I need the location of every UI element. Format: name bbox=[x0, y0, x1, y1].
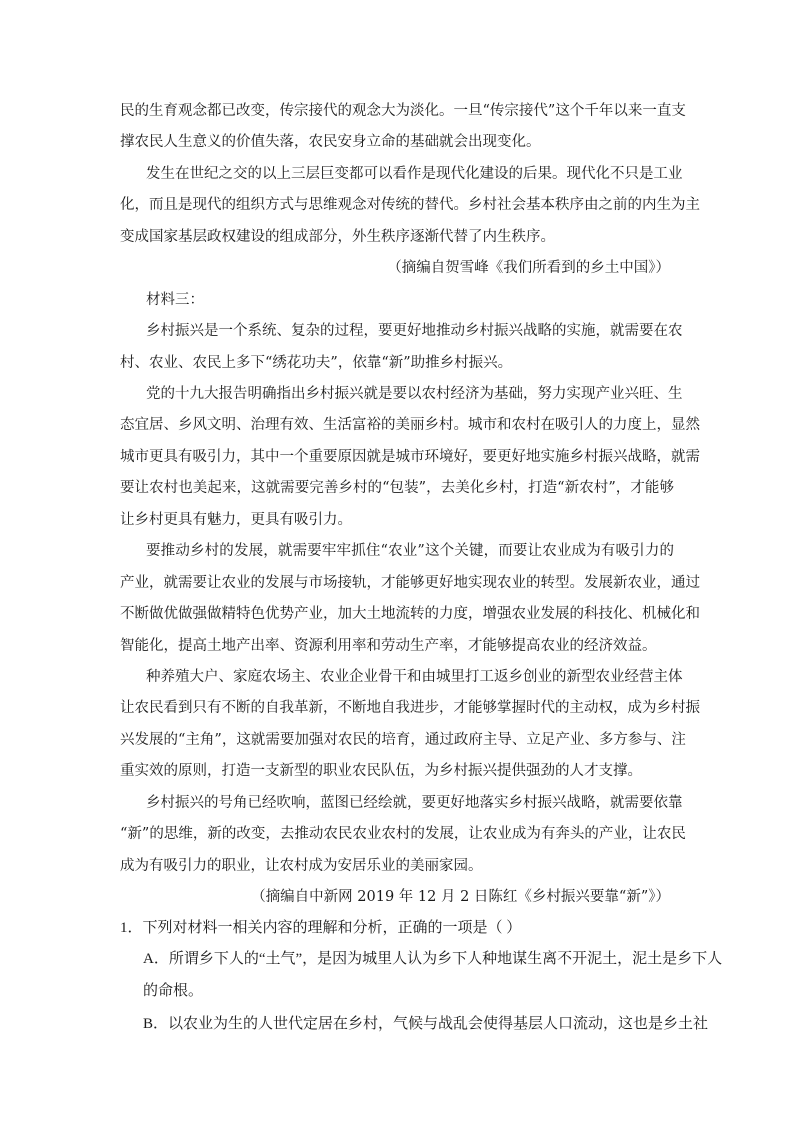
question1-stem: 1．下列对材料一相关内容的理解和分析，正确的一项是（ ） bbox=[120, 920, 522, 936]
paragraph5-line3: 不断做优做强做精特色优势产业，加大土地流转的力度，增强农业发展的科技化、机械化和 bbox=[120, 606, 700, 622]
paragraph1-line1: 民的生育观念都已改变，传宗接代的观念大为淡化。一旦“传宗接代”这个千年以来一直支 bbox=[120, 103, 686, 119]
source-citation-1: （摘编自贺雪峰《我们所看到的乡土中国》） bbox=[387, 260, 670, 276]
paragraph1-line2: 撑农民人生意义的价值失落，农民安身立命的基础就会出现变化。 bbox=[120, 134, 541, 150]
paragraph5-line1: 要推动乡村的发展，就需要牢牢抓住“农业”这个关键，而要让农业成为有吸引力的 bbox=[146, 543, 674, 559]
paragraph6-line1: 种养殖大户、家庭农场主、农业企业骨干和由城里打工返乡创业的新型农业经营主体 bbox=[146, 669, 683, 685]
source-citation-2: （摘编自中新网 2019 年 12 月 2 日陈红《乡村振兴要靠“新”》） bbox=[251, 889, 670, 905]
paragraph6-line4: 重实效的原则，打造一支新型的职业农民队伍，为乡村振兴提供强劲的人才支撑。 bbox=[120, 763, 642, 779]
paragraph7-line2: “新”的思维，新的改变，去推动农民农业农村的发展，让农业成为有奔头的产业，让农民 bbox=[120, 826, 686, 842]
paragraph4-line1: 党的十九大报告明确指出乡村振兴就是要以农村经济为基础，努力实现产业兴旺、生 bbox=[146, 386, 683, 402]
paragraph5-line2: 产业，就需要让农业的发展与市场接轨，才能够更好地实现农业的转型。发展新农业，通过 bbox=[120, 575, 700, 591]
paragraph7-line3: 成为有吸引力的职业，让农村成为安居乐业的美丽家园。 bbox=[120, 858, 483, 874]
paragraph4-line2: 态宜居、乡风文明、治理有效、生活富裕的美丽乡村。城市和农村在吸引人的力度上，显然 bbox=[120, 417, 700, 433]
paragraph2-line1: 发生在世纪之交的以上三层巨变都可以看作是现代化建设的后果。现代化不只是工业 bbox=[146, 166, 683, 182]
paragraph6-line3: 兴发展的“主角”，这就需要加强对农民的培育，通过政府主导、立足产业、多方参与、注 bbox=[120, 732, 686, 748]
material3-heading: 材料三： bbox=[146, 292, 204, 308]
paragraph2-line2: 化，而且是现代的组织方式与思维观念对传统的替代。乡村社会基本秩序由之前的内生为主 bbox=[120, 197, 700, 213]
question1-option-a-line2: 的命根。 bbox=[143, 983, 204, 999]
paragraph6-line2: 让农民看到只有不断的自我革新，不断地自我进步，才能够掌握时代的主动权，成为乡村振 bbox=[120, 700, 700, 716]
question1-option-a-line1: A．所谓乡下人的“土气”，是因为城里人认为乡下人种地谋生离不开泥土，泥土是乡下人 bbox=[143, 951, 723, 967]
paragraph4-line4: 要让农村也美起来，这就需要完善乡村的“包装”，去美化乡村，打造“新农村”，才能够 bbox=[120, 480, 674, 496]
paragraph3-line1: 乡村振兴是一个系统、复杂的过程，要更好地推动乡村振兴战略的实施，就需要在农 bbox=[146, 323, 683, 339]
paragraph4-line3: 城市更具有吸引力，其中一个重要原因就是城市环境好，要更好地实施乡村振兴战略，就需 bbox=[120, 449, 700, 465]
paragraph3-line2: 村、农业、农民上多下“绣花功夫”，依靠“新”助推乡村振兴。 bbox=[120, 355, 513, 371]
paragraph5-line4: 智能化，提高土地产出率、资源利用率和劳动生产率，才能够提高农业的经济效益。 bbox=[120, 638, 657, 654]
paragraph2-line3: 变成国家基层政权建设的组成部分，外生秩序逐渐代替了内生秩序。 bbox=[120, 229, 555, 245]
paragraph4-line5: 让乡村更具有魅力，更具有吸引力。 bbox=[120, 512, 352, 528]
question1-option-b-line1: B．以农业为生的人世代定居在乡村，气候与战乱会使得基层人口流动，这也是乡土社 bbox=[143, 1016, 709, 1032]
paragraph7-line1: 乡村振兴的号角已经吹响，蓝图已经绘就，要更好地落实乡村振兴战略，就需要依靠 bbox=[146, 795, 683, 811]
